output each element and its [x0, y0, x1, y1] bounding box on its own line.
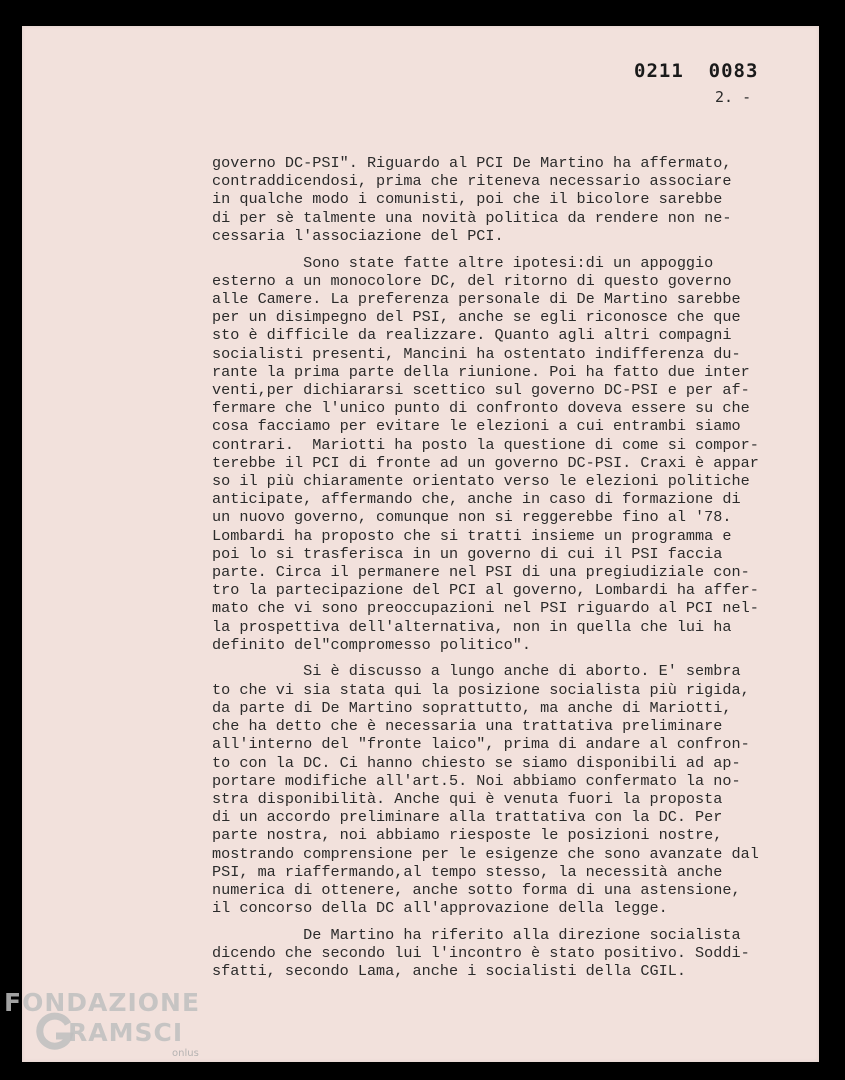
- text-line: cessaria l'associazione del PCI.: [212, 226, 504, 245]
- text-line: per un disimpegno del PSI, anche se egli riconosce che que: [212, 308, 741, 327]
- text-line: sto è difficile da realizzare. Quanto agli altri compagni: [212, 326, 732, 345]
- text-line: definito del"compromesso politico".: [212, 635, 531, 654]
- text-line: to che vi sia stata qui la posizione socialista più rigida,: [212, 680, 750, 699]
- text-line: dicendo che secondo lui l'incontro è stato positivo. Soddi-: [212, 944, 750, 963]
- text-line: esterno a un monocolore DC, del ritorno di questo governo: [212, 271, 732, 290]
- text-line: mato che vi sono preoccupazioni nel PSI riguardo al PCI nel-: [212, 599, 759, 618]
- paragraph: [212, 662, 802, 917]
- text-line: alle Camere. La preferenza personale di De Martino sarebbe: [212, 289, 741, 308]
- fondazione-gramsci-watermark: [4, 988, 209, 1078]
- text-line: poi lo si trasferisca in un governo di cui il PSI faccia: [212, 544, 723, 563]
- text-line: mostrando comprensione per le esigenze che sono avanzate dal: [212, 844, 759, 863]
- text-line: De Martino ha riferito alla direzione socialista: [212, 925, 741, 944]
- text-line: contraddicendosi, prima che riteneva necessario associare: [212, 172, 732, 191]
- text-line: so il più chiaramente orientato verso le elezioni politiche: [212, 471, 750, 490]
- text-line: stra disponibilità. Anche qui è venuta fuori la proposta: [212, 789, 723, 808]
- text-line: governo DC-PSI". Riguardo al PCI De Martino ha affermato,: [212, 154, 732, 172]
- text-line: portare modifiche all'art.5. Noi abbiamo confermato la no-: [212, 771, 741, 790]
- text-line: cosa facciamo per evitare le elezioni a cui entrambi siamo: [212, 417, 741, 436]
- text-line: PSI, ma riaffermando,al tempo stesso, la necessità anche: [212, 862, 723, 881]
- paragraph: [212, 154, 802, 245]
- text-line: Si è discusso a lungo anche di aborto. E' sembra: [212, 662, 741, 681]
- archive-number: 0211 0083: [634, 60, 759, 82]
- paragraph: [212, 926, 802, 981]
- paragraph: [212, 254, 802, 654]
- document-page: [22, 26, 819, 1062]
- text-line: Sono state fatte altre ipotesi:di un appoggio: [212, 253, 714, 272]
- watermark-suffix: onlus: [172, 1048, 199, 1059]
- text-line: un nuovo governo, comunque non si reggerebbe fino al '78.: [212, 508, 732, 527]
- text-line: parte. Circa il permanere nel PSI di una pregiudiziale con-: [212, 562, 750, 581]
- watermark-line2: RAMSCI: [68, 1018, 184, 1047]
- text-line: da parte di De Martino soprattutto, ma anche di Mariotti,: [212, 698, 732, 717]
- watermark-line1: FONDAZIONE: [4, 988, 201, 1017]
- text-line: anticipate, affermando che, anche in caso di formazione di: [212, 490, 741, 509]
- text-line: all'interno del "fronte laico", prima di andare al confron-: [212, 735, 750, 754]
- text-line: rante la prima parte della riunione. Poi ha fatto due inter: [212, 362, 750, 381]
- text-line: che ha detto che è necessaria una trattativa preliminare: [212, 717, 723, 736]
- text-line: parte nostra, noi abbiamo riesposte le posizioni nostre,: [212, 826, 723, 845]
- text-line: la prospettiva dell'alternativa, non in quella che lui ha: [212, 617, 732, 636]
- text-line: fermare che l'unico punto di confronto doveva essere su che: [212, 399, 750, 418]
- text-line: socialisti presenti, Mancini ha ostentato indifferenza du-: [212, 344, 741, 363]
- text-line: di un accordo preliminare alla trattativa con la DC. Per: [212, 808, 723, 827]
- text-line: tro la partecipazione del PCI al governo, Lombardi ha affer-: [212, 581, 759, 600]
- text-line: terebbe il PCI di fronte ad un governo DC-PSI. Craxi è appar: [212, 453, 759, 472]
- text-line: to con la DC. Ci hanno chiesto se siamo disponibili ad ap-: [212, 753, 741, 772]
- text-line: il concorso della DC all'approvazione della legge.: [212, 899, 668, 918]
- text-line: sfatti, secondo Lama, anche i socialisti della CGIL.: [212, 962, 686, 981]
- text-line: contrari. Mariotti ha posto la questione di come si compor-: [212, 435, 759, 454]
- text-line: in qualche modo i comunisti, poi che il bicolore sarebbe: [212, 190, 723, 209]
- text-line: di per sè talmente una novità politica da rendere non ne-: [212, 208, 732, 227]
- text-line: venti,per dichiararsi scettico sul governo DC-PSI e per af-: [212, 380, 750, 399]
- letter-body: [212, 154, 802, 989]
- text-line: numerica di ottenere, anche sotto forma di una astensione,: [212, 880, 741, 899]
- text-line: Lombardi ha proposto che si tratti insieme un programma e: [212, 526, 732, 545]
- page-number: 2. -: [715, 88, 752, 106]
